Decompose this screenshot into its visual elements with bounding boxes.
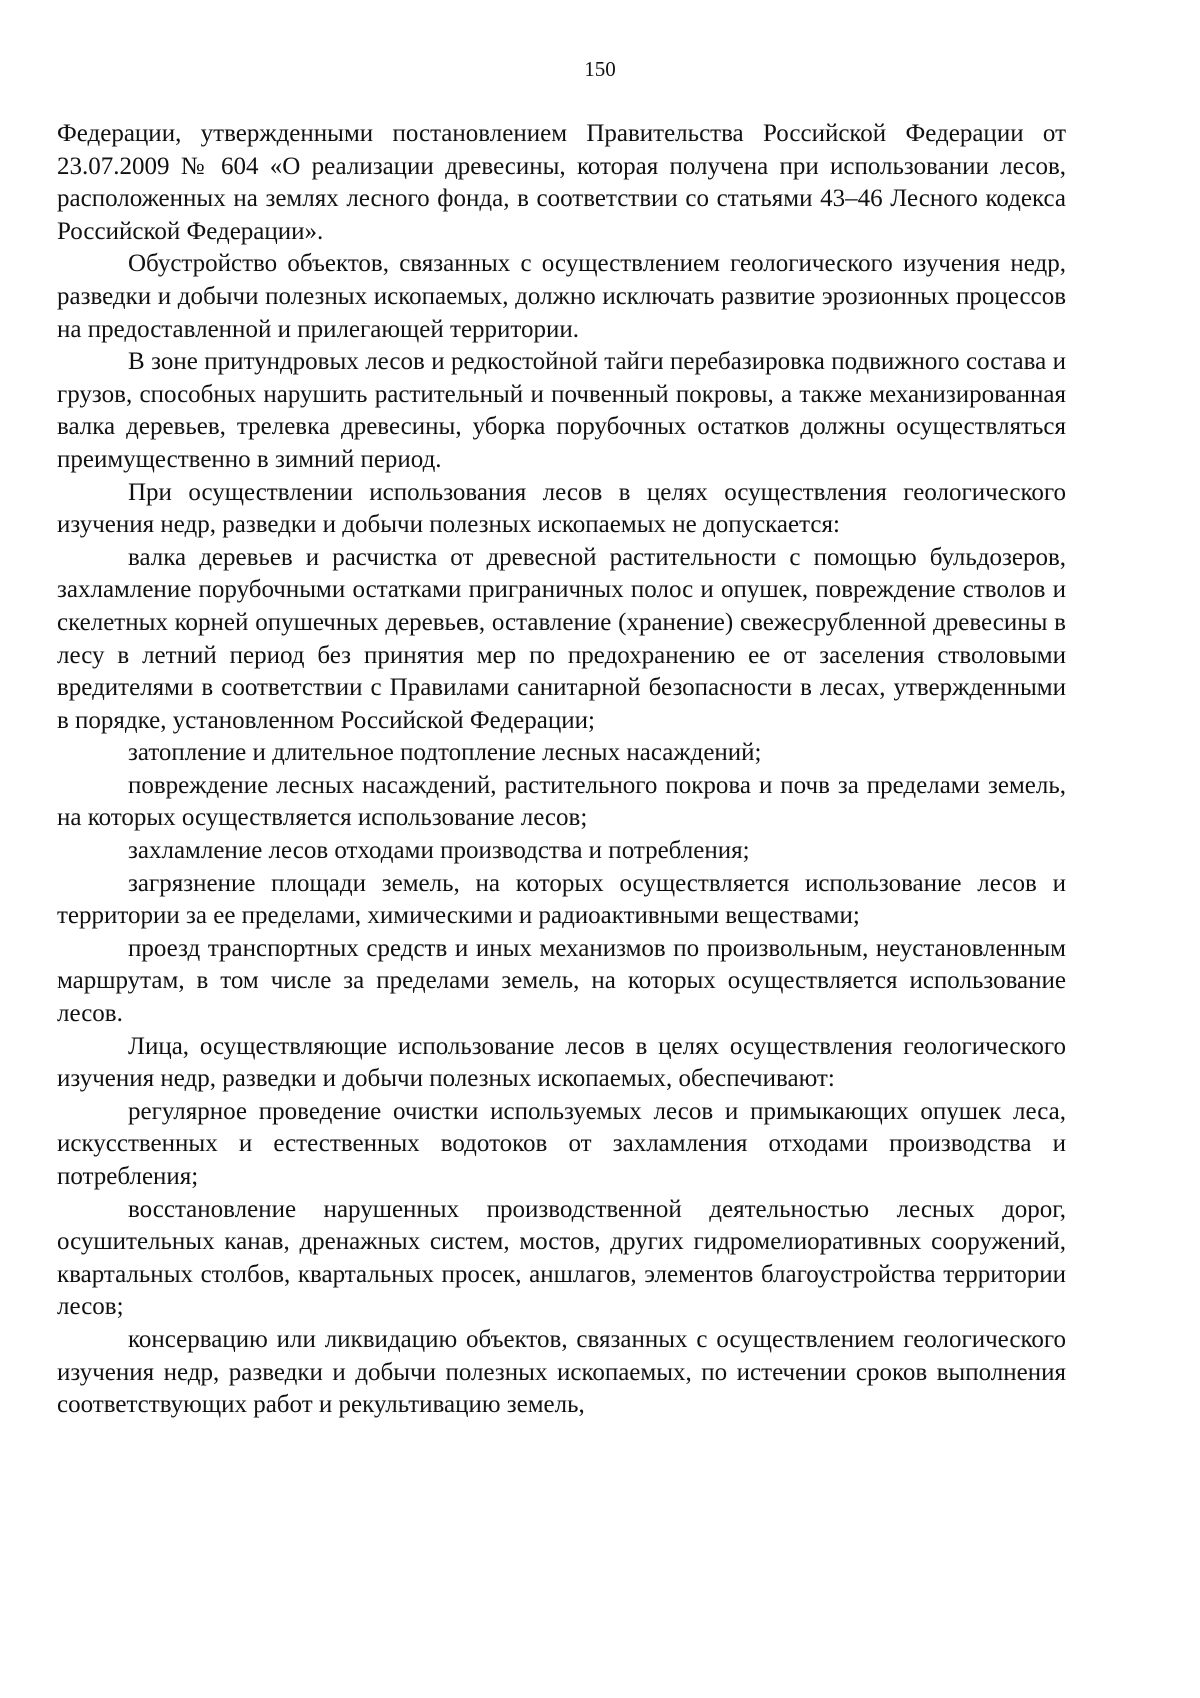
list-item-restoration: восстановление нарушенных производственной деятельностью лесных дорог, осушительных канав, дренажных систем, мостов, других гидромелиоративных сооружений, квартальных столбов, квартальных просек, аншлагов, элементов благоустройства территории лесов; [57,1195,1066,1321]
paragraph-obligations-intro: Лица, осуществляющие использование лесов в целях осуществления геологического изучения недр, разведки и добычи полезных ископаемых, обеспечивают: [57,1032,1066,1093]
list-item-waste-littering: захламление лесов отходами производства и потребления; [128,837,750,865]
page-number: 150 [584,57,616,81]
list-item-contamination: загрязнение площади земель, на которых осуществляется использование лесов и территории за ее пределами, химическими и радиоактивными веществами; [57,869,1066,930]
document-body [57,118,1066,1422]
list-item-flooding: затопление и длительное подтопление лесных насаждений; [128,739,762,767]
paragraph-continuation: Федерации, утвержденными постановлением Правительства Российской Федерации от 23.07.2009 № 604 «О реализации древесины, которая получена при использовании лесов, расположенных на землях лесного фонда, в соответствии со статьями 43–46 Лесного кодекса Российской Федерации». [57,120,1066,245]
list-item-cleaning: регулярное проведение очистки используемых лесов и примыкающих опушек леса, искусственных и естественных водотоков от захламления отходами производства и потребления; [57,1097,1066,1190]
list-item-vegetation-damage: повреждение лесных насаждений, растительного покрова и почв за пределами земель, на которых осуществляется использование лесов; [57,771,1066,832]
list-item-conservation-liquidation: консервацию или ликвидацию объектов, связанных с осуществлением геологического изучения недр, разведки и добычи полезных ископаемых, по истечении сроков выполнения соответствующих работ и рекультивацию земель, [57,1325,1066,1419]
paragraph-prohibitions-intro: При осуществлении использования лесов в целях осуществления геологического изучения недр, разведки и добычи полезных ископаемых не допускается: [57,478,1066,539]
list-item-felling-clearing: валка деревьев и расчистка от древесной растительности с помощью бульдозеров, захламление порубочными остатками приграничных полос и опушек, повреждение стволов и скелетных корней опушечных деревьев, оставление (хранение) свежесрубленной древесины в лесу в летний период без принятия мер по предохранению ее от заселения стволовыми вредителями в соответствии с Правилами санитарной безопасности в лесах, утвержденными в порядке, установленном Российской Федерации; [57,543,1066,734]
list-item-vehicle-passage: проезд транспортных средств и иных механизмов по произвольным, неустановленным маршрутам, в том числе за пределами земель, на которых осуществляется использование лесов. [57,934,1066,1028]
paragraph-tundra-forest-zone: В зоне притундровых лесов и редкостойной тайги перебазировка подвижного состава и грузов, способных нарушить растительный и почвенный покровы, а также механизированная валка деревьев, трелевка древесины, уборка порубочных остатков должны осуществляться преимущественно в зимний период. [57,348,1066,473]
paragraph-erosion-prevention: Обустройство объектов, связанных с осуществлением геологического изучения недр, разведки и добычи полезных ископаемых, должно исключать развитие эрозионных процессов на предоставленной и прилегающей территории. [57,250,1066,343]
